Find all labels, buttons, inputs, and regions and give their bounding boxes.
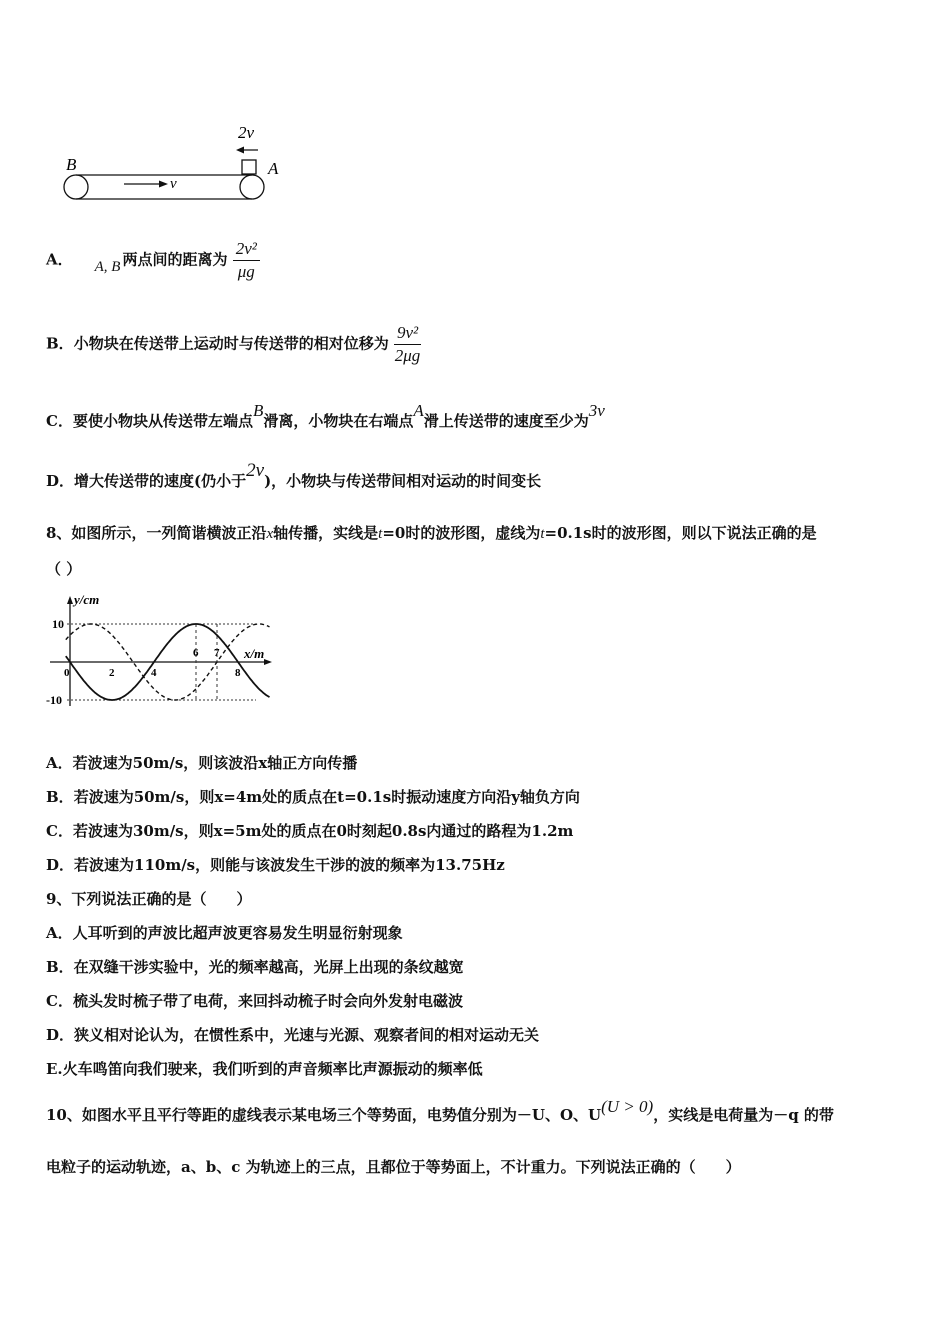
y-tick-label: 10	[52, 617, 64, 631]
x-tick-label: 7	[214, 647, 220, 659]
q9-option-c: C．梳头发时梳子带了电荷，来回抖动梳子时会向外发射电磁波	[46, 992, 463, 1010]
q7-option-a: A． A, B 两点间的距离为 $\frac{\text{2v²}}{\mu g}$	[46, 238, 260, 283]
frac-a: $\frac{\text{2v²}}{\mu g}$	[233, 238, 260, 283]
y-axis-arrow	[67, 596, 73, 604]
q10-stem-line1: 10、如图水平且平行等距的虚线表示某电场三个等势面，电势值分别为－U、O、U(U > 0)，实线是电荷量为－q 的带	[46, 1097, 834, 1124]
x-axis-label: x/m	[244, 646, 265, 661]
y-tick-label: -10	[46, 693, 62, 707]
frac-b: $\frac{\text{9v²}}{2\mu g}$	[394, 323, 421, 365]
pulley-left	[64, 175, 88, 199]
q8-option-d: D．若波速为110m/s，则能与该波发生干涉的波的频率为13.75Hz	[46, 856, 505, 874]
wave-chart	[44, 590, 276, 720]
q9-option-e: E.火车鸣笛向我们驶来，我们听到的声音频率比声源振动的频率低	[46, 1060, 483, 1078]
x-tick-label: 0	[64, 667, 70, 679]
q8-option-c: C．若波速为30m/s，则x=5m处的质点在0时刻起0.8s内通过的路程为1.2m	[46, 822, 574, 840]
label-b: B	[66, 155, 77, 174]
q9-stem: 9、下列说法正确的是（ ）	[46, 890, 252, 908]
q8-option-a: A．若波速为50m/s，则该波沿x轴正方向传播	[46, 754, 358, 772]
x-tick-label: 4	[151, 667, 157, 679]
q9-option-b: B．在双缝干涉实验中，光的频率越高，光屏上出现的条纹越宽	[46, 958, 464, 976]
q9-option-d: D．狭义相对论认为，在惯性系中，光速与光源、观察者间的相对运动无关	[46, 1026, 540, 1044]
block	[242, 160, 256, 174]
q8-stem: 8、如图所示，一列简谐横波正沿x轴传播，实线是t=0时的波形图，虚线为t=0.1s时的波形图，则以下说法正确的是	[46, 524, 817, 542]
q7-option-c: C．要使小物块从传送带左端点B滑离，小物块在右端点A滑上传送带的速度至少为3v	[46, 401, 605, 430]
q7-option-b: B．小物块在传送带上运动时与传送带的相对位移为 $\frac{\text{9v²}}{2\mu g}$	[46, 323, 421, 365]
q10-stem-line2: 电粒子的运动轨迹，a、b、c 为轨迹上的三点，且都位于等势面上，不计重力。下列说法正确的（ ）	[46, 1158, 741, 1176]
label-2v: 2v	[238, 123, 255, 142]
label-v: v	[170, 176, 177, 192]
conveyor-figure	[58, 118, 288, 210]
q7-option-d: D．增大传送带的速度(仍小于2v)，小物块与传送带间相对运动的时间变长	[46, 460, 542, 490]
q8-option-b: B．若波速为50m/s，则x=4m处的质点在t=0.1s时振动速度方向沿y轴负方向	[46, 788, 580, 806]
q8-stem-bracket: （ ）	[46, 560, 82, 578]
label-a: A	[268, 159, 279, 178]
pulley-right	[240, 175, 264, 199]
q9-option-a: A．人耳听到的声波比超声波更容易发生明显衍射现象	[46, 924, 403, 942]
x-tick-label: 2	[109, 667, 115, 679]
x-tick-label: 8	[235, 667, 241, 679]
y-axis-label: y/cm	[74, 592, 100, 607]
x-tick-label: 6	[193, 647, 199, 659]
x-axis-arrow	[264, 659, 272, 665]
